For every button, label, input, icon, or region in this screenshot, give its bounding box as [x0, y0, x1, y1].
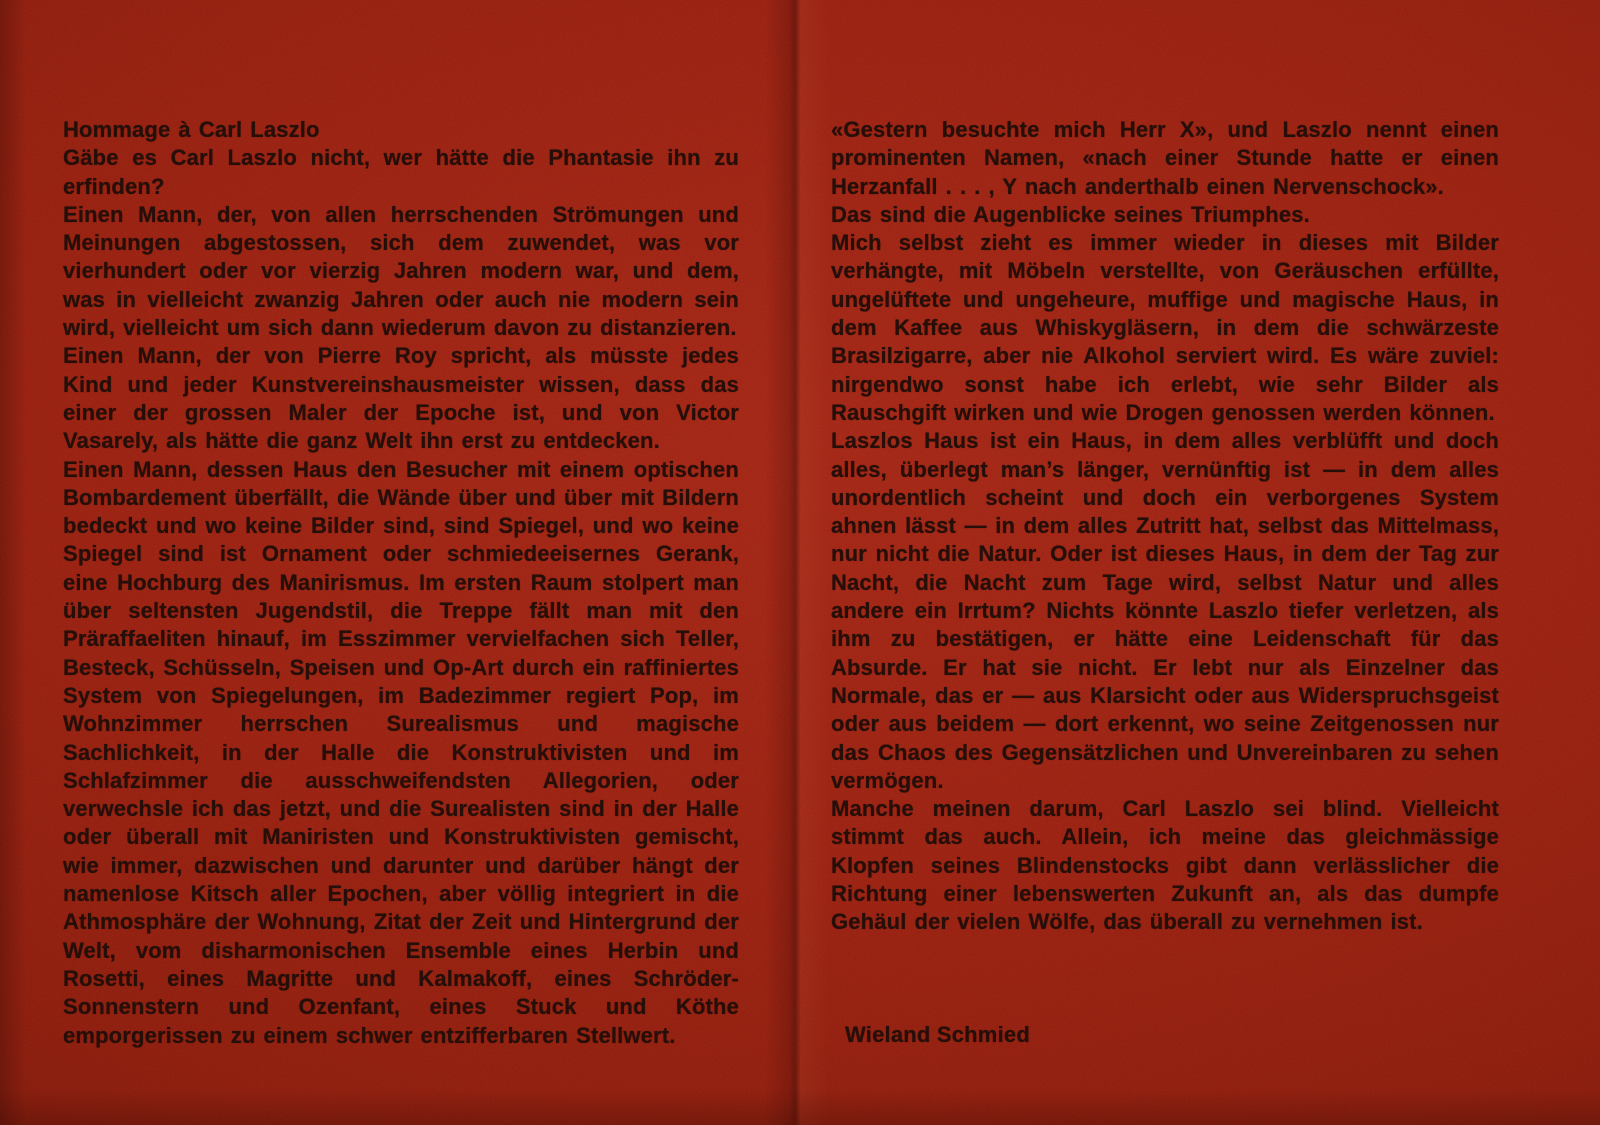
paragraph: Gäbe es Carl Laszlo nicht, wer hätte die Phantasie ihn zu erfinden?: [63, 145, 739, 199]
paragraph: Laszlos Haus ist ein Haus, in dem alles verblüfft und doch alles, überlegt man’s länger, vernünftig ist — in dem alles unordentlich scheint und doch ein verborgenes System ahnen lässt — in dem alles Zutritt hat, selbst das Mittelmass, nur nicht die Natur. Oder ist dieses Haus, in dem der Tag zur Nacht, die Nacht zum Tage wird, selbst Natur und alles andere ein Irrtum? Nichts könnte Laszlo tiefer verletzen, als ihm zu bestätigen, er hätte eine Leidenschaft für das Absurde. Er hat sie nicht. Er lebt nur als Einzelner das Normale, das er — aus Klarsicht oder aus Widerspruchsgeist oder aus beidem — dort erkennt, wo seine Zeitgenossen nur das Chaos des Gegensätzlichen und Unvereinbaren zu sehen vermögen.: [831, 428, 1499, 793]
right-page-column: [831, 116, 1499, 937]
right-page-body: [831, 116, 1499, 937]
left-page-column: [63, 116, 739, 1050]
paragraph: Einen Mann, der von Pierre Roy spricht, als müsste jedes Kind und jeder Kunstvereinshausmeister wissen, dass das einer der grossen Maler der Epoche ist, und von Victor Vasarely, als hätte die ganz Welt ihn erst zu entdecken.: [63, 343, 739, 454]
paragraph: «Gestern besuchte mich Herr X», und Laszlo nennt einen prominenten Namen, «nach einer Stunde hatte er einen Herzanfall . . . , Y nach anderthalb einen Nervenschock».: [831, 117, 1499, 199]
paragraph: Einen Mann, der, von allen herrschenden Strömungen und Meinungen abgestossen, sich dem zuwendet, was vor vierhundert oder vor vierzig Jahren modern war, und dem, was in vielleicht zwanzig Jahren oder auch nie modern sein wird, vielleicht um sich dann wiederum davon zu distanzieren.: [63, 201, 739, 341]
paragraph: Mich selbst zieht es immer wieder in dieses mit Bilder verhängte, mit Möbeln verstellte, von Geräuschen erfüllte, ungelüftete und ungeheure, muffige und magische Haus, in dem Kaffee aus Whiskygläsern, in dem die schwärzeste Brasilzigarre, aber nie Alkohol serviert wird. Es wäre zuviel: nirgendwo sonst habe ich erlebt, wie sehr Bilder als Rauschgift wirken und wie Drogen genossen werden können.: [831, 230, 1499, 425]
paragraph: Einen Mann, dessen Haus den Besucher mit einem optischen Bombardement überfällt, die Wände über und über mit Bildern bedeckt und wo keine Bilder sind, sind Spiegel, und wo keine Spiegel sind ist Ornament oder schmiedeeisernes Gerank, eine Hochburg des Manirismus. Im ersten Raum stolpert man über seltensten Jugendstil, die Treppe fällt man mit den Präraffaeliten hinauf, im Esszimmer vervielfachen sich Teller, Besteck, Schüsseln, Speisen und Op-Art durch ein raffiniertes System von Spiegelungen, im Badezimmer regiert Pop, im Wohnzimmer herrschen Surealismus und magische Sachlichkeit, in der Halle die Konstruktivisten und im Schlafzimmer die ausschweifendsten Allegorien, oder verwechsle ich das jetzt, und die Surealisten sind in der Halle oder überall mit Maniristen und Konstruktivisten gemischt, wie immer, dazwischen und darunter und darüber hängt der namenlose Kitsch aller Epochen, aber völlig integriert in die Athmosphäre der Wohnung, Zitat der Zeit und Hintergrund der Welt, vom disharmonischen Ensemble eines Herbin und Rosetti, eines Magritte und Kalmakoff, eines Schröder-Sonnenstern und Ozenfant, eines Stuck und Köthe emporgerissen zu einem schwer entzifferbaren Stellwert.: [63, 456, 739, 1048]
paragraph: Manche meinen darum, Carl Laszlo sei blind. Vielleicht stimmt das auch. Allein, ich meine das gleichmässige Klopfen seines Blindenstocks gibt dann verlässlicher die Richtung einer lebenswerten Zukunft an, als das dumpfe Gehäul der vielen Wölfe, das überall zu vernehmen ist.: [831, 796, 1499, 935]
page-title: Hommage à Carl Laszlo: [63, 117, 320, 142]
left-page-body: [63, 144, 739, 1050]
paragraph: Das sind die Augenblicke seines Triumphes.: [831, 201, 1310, 227]
author-signature: Wieland Schmied: [845, 1022, 1030, 1047]
